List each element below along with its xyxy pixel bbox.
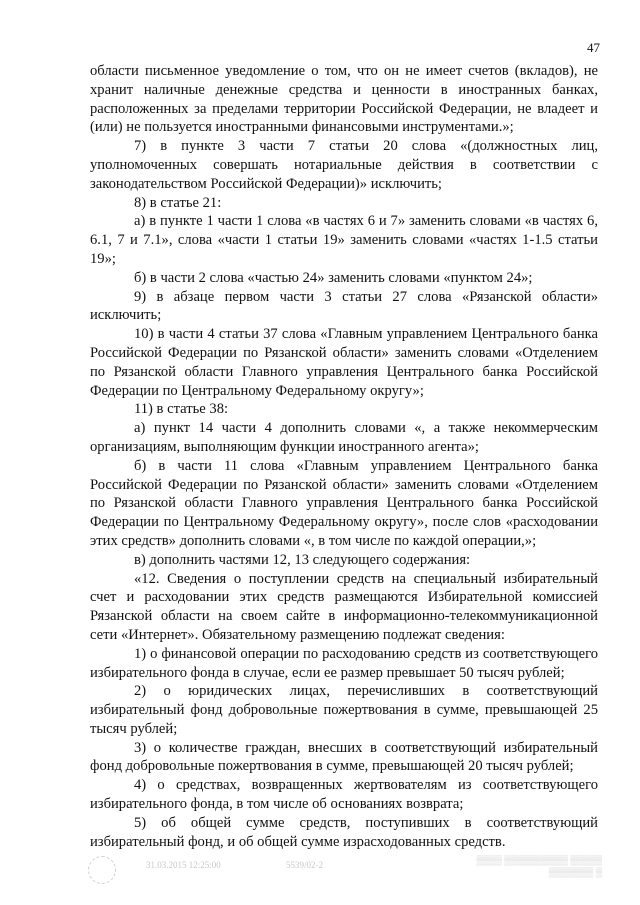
paragraph: а) пункт 14 части 4 дополнить словами «, а также некоммерческим организациям, выполняющим функции иностранного агента»; [90,420,598,455]
paragraph: б) в части 11 слова «Главным управлением Центрального банка Российской Федерации по Рязанской области» заменить словами «Отделением по Рязанской области Главного управления Центрального банка Российской Федерации по Центральному Федеральному округу», после слов «расходовании этих средств» дополнить словами «, в том числе по каждой операции,»; [90,457,598,549]
paragraph: 3) о количестве граждан, внесших в соответствующий избирательный фонд добровольные пожертвования в сумме, превышающей 20 тысяч рублей; [90,739,598,775]
stamp-logo-icon [88,856,116,884]
paragraph: в) дополнить частями 12, 13 следующего содержания: [134,551,471,568]
paragraph: 11) в статье 38: [134,401,229,418]
paragraph: 10) в части 4 статьи 37 слова «Главным управлением Центрального банка Российской Федерации по Рязанской области» заменить словами «Отделением по Рязанской области Главного управления Центрального банка Российской Федерации по Центральному Федеральному округу»; [90,326,598,399]
page-number: 47 [587,40,600,55]
paragraph: 7) в пункте 3 части 7 статьи 20 слова «(должностных лиц, уполномоченных совершать нотариальные действия в соответствии с законодательством Российской Федерации)» исключить; [90,138,598,192]
paragraph: 2) о юридических лицах, перечисливших в соответствующий избирательный фонд добровольные пожертвования в сумме, превышающей 25 тысяч рублей; [90,683,598,737]
paragraph: а) в пункте 1 части 1 слова «в частях 6 и 7» заменить словами «в частях 6, 6.1, 7 и 7.1», слова «части 1 статьи 19» заменить словами «частях 1-1.5 статьи 19»; [90,213,598,267]
paragraph: 1) о финансовой операции по расходованию средств из соответствующего избирательного фонда в случае, если ее размер превышает 50 тысяч рублей; [90,645,598,681]
paragraph: 4) о средствах, возвращенных жертвователям из соответствующего избирательного фонда, в том числе об основаниях возврата; [90,777,598,813]
paragraph: б) в части 2 слова «частью 24» заменить словами «пунктом 24»; [134,269,533,286]
paragraph: 8) в статье 21: [134,194,222,211]
footer-stamp [88,852,608,886]
paragraph: 9) в абзаце первом части 3 статьи 27 слова «Рязанской области» исключить; [90,288,598,324]
paragraph: 5) об общей сумме средств, поступивших в соответствующий избирательный фонд, и об общей сумме израсходованных средств. [90,814,598,850]
stamp-watermark: ▒▒▒▒ ▒▒▒▒▒▒▒▒▒▒ ▒▒▒▒▒ ▒▒▒▒▒▒▒ ▒ [476,855,602,877]
stamp-date: 31.03.2015 12:25:00 [146,860,221,870]
paragraph: области письменное уведомление о том, что он не имеет счетов (вкладов), не хранит наличные денежные средства и ценности в иностранных банках, расположенных за пределами территории Российской Федерации, не владеет и (или) не пользуется иностранными финансовыми инструментами.»; [90,63,598,136]
paragraph: «12. Сведения о поступлении средств на специальный избирательный счет и расходовании этих средств размещаются Избирательной комиссией Рязанской области на своем сайте в информационно-телекоммуникационной сети «Интернет». Обязательному размещению подлежат сведения: [90,570,598,643]
stamp-code: 5539/02-2 [286,860,323,870]
document-body [90,62,598,851]
